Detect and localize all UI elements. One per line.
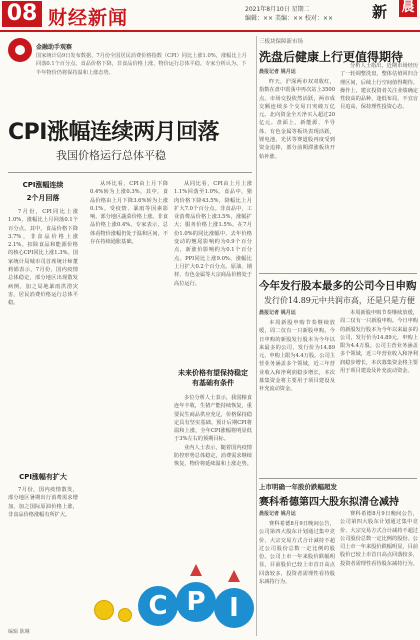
- main-subtitle: 我国价格运行总体平稳: [56, 149, 166, 162]
- article-headline-2: 今年发行股本最多的公司今日申购: [259, 280, 417, 292]
- section-title: 财经新闻: [48, 7, 129, 29]
- cpi-illustration: [90, 560, 255, 635]
- sidehead-line-2: 2个月回落: [26, 194, 60, 202]
- page-number: 08: [2, 1, 42, 27]
- article-tag: 三板块保障新市场: [259, 39, 304, 45]
- date-line: 2021年8月10日 星期二: [245, 6, 310, 13]
- article-2-column-b: [340, 309, 418, 475]
- paragraph: 从环比看，CPI由上月下降0.4%转为上涨0.3%。其中，食品价格由上月下降3.6%转为上涨0.1%。受疫情、暴雨等因素影响，部分地区蔬菜价格上涨。非食品价格上涨0.4%。专家表示，总体看物价涨幅仍处于温和区间，不存在持续通胀基础。: [90, 181, 168, 246]
- article-3-column-a: [259, 520, 335, 636]
- article-1-column-b: [340, 62, 418, 270]
- logo-text: 新: [372, 3, 387, 21]
- badge-icon: [8, 38, 32, 62]
- article-1-column-a: [259, 78, 335, 270]
- article-tag: 上市明确一年股价跌幅超发: [259, 483, 337, 491]
- article-subtitle-2: 发行价14.89元中共润市高，还是只是方便: [264, 296, 415, 305]
- paragraph: 本周新股申购节奏继续放缓，周二仅有一只新股申购。今日申购的新股发行股本为今年以来最多的公司，发行价为14.89元，申购上限为4.4万股。公司主营业务涵盖多个领域，近三年营业收入和净利润稳步增长，本次募集资金将主要用于项目建设及补充流动资金。: [340, 310, 418, 375]
- paragraph: 7月份，国内疫情散发，部分地区暑期出行消费需求增加，加之国际原油价格上涨，非食品价格涨幅有所扩大。: [8, 487, 78, 518]
- paragraph: 7月份，CPI同比上涨1.0%，涨幅比上月回落0.1个百分点。其中，食品价格下降3.7%，非食品价格上涨2.1%。扣除食品和能源价格的核心CPI同比上涨1.3%。国家统计局城市司首席统计师董莉娟表示，7月份，国内疫情总体稳定，部分地区出现散发病例，加之局地暴雨洪涝灾害，居民消费价格运行总体平稳。: [8, 209, 78, 307]
- lead-summary: [8, 38, 250, 106]
- byline: 晨报记者 姚月运: [259, 310, 296, 316]
- lead-text: 国家统计局9日发布数据，7月份全国居民消费价格指数（CPI）同比上涨1.0%，涨幅比上月回落0.1个百分点。食品价格下降，非食品价格上涨，物价运行总体平稳。专家分析认为，下半年物价仍将保持温和上涨态势。: [36, 53, 247, 76]
- subhead-future-price: [174, 368, 252, 388]
- editor-note: 编辑 陈琳: [8, 629, 30, 635]
- column-divider: [256, 36, 257, 636]
- arrow-up-icon: [190, 564, 202, 576]
- byline: 晨报记者 姚月运: [259, 69, 296, 75]
- coin-icon: [94, 600, 114, 620]
- paragraph: 分析人士指出，近期市场经历了一轮调整洗盘，整体估值回归合理区间，后续上行空间值得期待。操作上，建议投资者关注业绩确定性较高的品种，逢低布局，不宜盲目追高，保持理性投资心态。: [340, 63, 418, 111]
- cpi-letter-i: I: [214, 588, 254, 628]
- paragraph: 赛科希德8月9日晚间公告，公司第四大股东计划通过集中竞价、大宗交易方式合计减持不超过公司股份总数一定比例的股份。公司上市一年来股价跌幅明显，目前股价已较上市首日高点回落较多，投资者需理性看待股东减持行为。: [340, 511, 418, 567]
- paragraph: 本周新股申购节奏继续放缓，周二仅有一只新股申购。今日申购的新股发行股本为今年以来最多的公司，发行价为14.89元，申购上限为4.4万股。公司主营业务涵盖多个领域，近三年营业收入和净利润稳步增长，本次募集资金将主要用于项目建设及补充流动资金。: [259, 320, 335, 393]
- paragraph: 业内人士表示，随着国内疫情防控形势总体稳定，消费需求继续恢复，物价将延续温和上涨走势。: [174, 444, 252, 468]
- sidehead-block: [8, 180, 78, 206]
- cpi-letter-p: P: [176, 582, 216, 622]
- sidehead-line-1: CPI涨幅连续: [22, 181, 64, 189]
- article-column-2: [90, 180, 168, 550]
- main-headline: CPI涨幅连续两月回落: [8, 120, 219, 145]
- article-headline-1: 洗盘后健康上行更值得期待: [259, 50, 404, 64]
- article-2-column-a: [259, 319, 335, 475]
- paragraph: 多位分析人士表示，我国粮食连年丰收，生猪产能持续恢复，重要民生商品供应充足，价格保持稳定具有坚实基础。预计后期CPI将温和上涨，全年CPI涨幅将明显低于3%左右的预期目标。: [174, 395, 252, 443]
- masthead: [0, 0, 420, 32]
- divider: [8, 172, 252, 173]
- byline: 晨报记者 姚月运: [259, 511, 296, 517]
- arrow-up-icon: [228, 570, 240, 582]
- paragraph: 赛科希德8月9日晚间公告，公司第四大股东计划通过集中竞价、大宗交易方式合计减持不超过公司股份总数一定比例的股份。公司上市一年来股价跌幅明显，目前股价已较上市首日高点回落较多，投资者需理性看待股东减持行为。: [259, 521, 335, 586]
- lead-title: 金融助手观察: [36, 44, 73, 51]
- paragraph: 从同比看，CPI由上月上涨1.1%回落至1.0%。食品中，猪肉价格下降43.5%，降幅比上月扩大7.0个百分点。非食品中，工业消费品价格上涨3.5%，涨幅扩大；服务价格上涨1.5%。在7月份1.0%的同比涨幅中，去年价格变动的翘尾影响约为0.9个百分点，新涨价影响约为0.1个百分点。PPI同比上涨9.0%，涨幅比上月扩大0.2个百分点。原油、钢材、有色金属等大宗商品价格处于高位运行。: [174, 181, 252, 287]
- sidehead-cpi-expand: CPI涨幅有扩大: [19, 473, 67, 481]
- subhead-line-2: 有基础有条件: [192, 379, 234, 387]
- article-3-column-b: [340, 510, 418, 636]
- divider: [259, 273, 417, 274]
- divider: [259, 478, 417, 479]
- article-column-3: [174, 180, 252, 364]
- logo-red-mark: 晨: [399, 0, 417, 17]
- coin-icon: [118, 608, 132, 622]
- newspaper-logo: [372, 0, 418, 30]
- paragraph: 昨天，沪深两市双双收红，指数在盘中震荡中再次站上3500点。市场交投依然活跃，两市成交额连续多个交易日突破万亿元。北向资金全天净买入超过20亿元。盘面上，新能源、半导体、有色金属等板块表现活跃，锂电池、光伏等赛道股再度受到资金追捧，部分前期滞涨板块开始补涨。: [259, 79, 335, 160]
- editor-credits: 编辑：×× 美编：×× 校对：××: [245, 15, 333, 22]
- cpi-letter-c: C: [138, 586, 178, 626]
- article-column-1: [8, 208, 78, 468]
- article-column-1b: [8, 486, 78, 574]
- subhead-line-1: 未来价格有望保持稳定: [178, 369, 248, 377]
- article-headline-3: 赛科希德第四大股东拟清仓减持: [259, 497, 399, 508]
- article-column-3b: [174, 394, 252, 554]
